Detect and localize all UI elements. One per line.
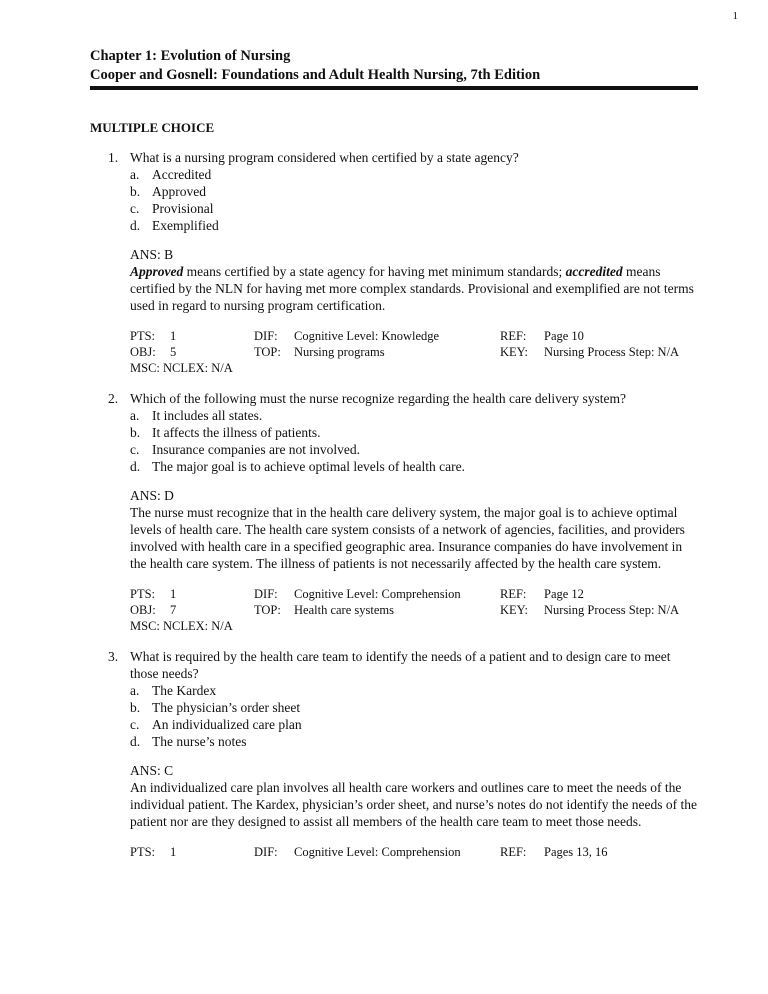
- rationale-emphasis: accredited: [565, 264, 623, 279]
- meta-msc: [130, 360, 254, 376]
- meta-value: Health care systems: [294, 603, 394, 617]
- section-title: MULTIPLE CHOICE: [90, 120, 215, 135]
- question-list: [108, 149, 702, 874]
- option-label: b.: [130, 425, 141, 440]
- rationale: The nurse must recognize that in the health care delivery system, the major goal is to achieve optimal levels of health care. The health care system consists of a network of agencies, facilities, and providers involved with health care in a specified geographic area. Insurance companies do have involvement in the health care system. The illness of patients is not necessarily affected by the health care system.: [130, 505, 685, 571]
- meta-value: 1: [170, 845, 177, 859]
- option-a: [130, 166, 702, 183]
- answer-block: [130, 246, 702, 376]
- option-text: An individualized care plan: [152, 717, 302, 732]
- meta-label: REF:: [500, 845, 527, 859]
- option-text: The physician’s order sheet: [152, 700, 301, 715]
- option-text: The major goal is to achieve optimal levels of health care.: [152, 459, 466, 474]
- question-metadata: [130, 844, 702, 860]
- question-number: 1.: [108, 150, 119, 165]
- question-number: 3.: [108, 649, 119, 664]
- meta-value: MSC: NCLEX: N/A: [130, 361, 233, 375]
- option-b: [130, 183, 702, 200]
- answer-key: ANS: D: [130, 488, 174, 503]
- meta-label: PTS:: [130, 845, 156, 859]
- book-title: Cooper and Gosnell: Foundations and Adult Health Nursing, 7th Edition: [90, 67, 541, 83]
- meta-label: PTS:: [130, 587, 156, 601]
- option-text: Accredited: [152, 167, 212, 182]
- option-text: It affects the illness of patients.: [152, 425, 321, 440]
- option-d: [130, 733, 702, 750]
- option-a: [130, 407, 702, 424]
- document-header: [90, 47, 698, 90]
- header-rule: [90, 86, 698, 90]
- option-label: a.: [130, 167, 140, 182]
- question-2: [108, 390, 702, 634]
- option-c: [130, 441, 702, 458]
- option-text: The nurse’s notes: [152, 734, 247, 749]
- meta-key: [500, 344, 702, 360]
- option-label: b.: [130, 700, 141, 715]
- meta-value: Pages 13, 16: [544, 845, 608, 859]
- meta-top: [254, 602, 500, 618]
- meta-value: Page 12: [544, 587, 584, 601]
- option-label: d.: [130, 218, 141, 233]
- meta-top: [254, 344, 500, 360]
- meta-label: REF:: [500, 587, 527, 601]
- option-b: [130, 424, 702, 441]
- meta-label: OBJ:: [130, 345, 156, 359]
- option-text: Insurance companies are not involved.: [152, 442, 361, 457]
- option-label: a.: [130, 408, 140, 423]
- meta-value: Nursing Process Step: N/A: [544, 603, 680, 617]
- option-text: Provisional: [152, 201, 214, 216]
- question-stem: [108, 648, 702, 682]
- question-number: 2.: [108, 391, 119, 406]
- answer-block: [130, 487, 702, 634]
- answer-options: [130, 166, 702, 234]
- meta-msc: [130, 618, 254, 634]
- option-d: [130, 458, 702, 475]
- answer-options: [130, 682, 702, 750]
- rationale: [130, 263, 702, 314]
- option-b: [130, 699, 702, 716]
- option-label: c.: [130, 442, 140, 457]
- meta-pts: [130, 844, 254, 860]
- meta-dif: [254, 328, 500, 344]
- rationale-text: means certified by a state agency for having met minimum standards;: [183, 264, 566, 279]
- option-label: b.: [130, 184, 141, 199]
- option-label: d.: [130, 734, 141, 749]
- meta-label: DIF:: [254, 845, 278, 859]
- option-text: The Kardex: [152, 683, 217, 698]
- meta-obj: [130, 344, 254, 360]
- page-number: 1: [732, 10, 738, 22]
- meta-ref: [500, 586, 702, 602]
- option-label: c.: [130, 717, 140, 732]
- answer-options: [130, 407, 702, 475]
- meta-value: 7: [170, 603, 177, 617]
- meta-value: Cognitive Level: Comprehension: [294, 587, 461, 601]
- meta-pts: [130, 586, 254, 602]
- option-d: [130, 217, 702, 234]
- meta-value: Page 10: [544, 329, 584, 343]
- answer-key: ANS: C: [130, 763, 174, 778]
- meta-label: TOP:: [254, 603, 281, 617]
- meta-value: Nursing Process Step: N/A: [544, 345, 680, 359]
- meta-value: Cognitive Level: Knowledge: [294, 329, 440, 343]
- question-stem: [108, 390, 702, 407]
- rationale: An individualized care plan involves all health care workers and outlines care to meet the needs of the individual patient. The Kardex, physician’s order sheet, and nurse’s notes do not identify the needs of the patient nor are they designed to assist all members of the health care team to meet those needs.: [130, 780, 697, 829]
- option-a: [130, 682, 702, 699]
- option-text: Approved: [152, 184, 206, 199]
- option-label: d.: [130, 459, 141, 474]
- meta-label: TOP:: [254, 345, 281, 359]
- answer-block: [130, 762, 702, 860]
- chapter-title: Chapter 1: Evolution of Nursing: [90, 48, 291, 64]
- question-text: What is required by the health care team to identify the needs of a patient and to design care to meet those needs?: [130, 649, 671, 681]
- option-text: Exemplified: [152, 218, 219, 233]
- meta-label: KEY:: [500, 345, 529, 359]
- meta-dif: [254, 844, 500, 860]
- meta-key: [500, 602, 702, 618]
- meta-value: 1: [170, 587, 177, 601]
- question-metadata: [130, 328, 702, 376]
- option-c: [130, 716, 702, 733]
- rationale-text: means certified by the NLN for having met more complex standards. Provisional and exemplified are not terms used in regard to nursing program certification.: [130, 264, 694, 313]
- meta-label: KEY:: [500, 603, 529, 617]
- question-1: [108, 149, 702, 376]
- option-label: c.: [130, 201, 140, 216]
- meta-ref: [500, 328, 702, 344]
- question-3: [108, 648, 702, 860]
- question-text: What is a nursing program considered when certified by a state agency?: [130, 150, 519, 165]
- question-stem: [108, 149, 702, 166]
- meta-pts: [130, 328, 254, 344]
- option-c: [130, 200, 702, 217]
- meta-label: PTS:: [130, 329, 156, 343]
- meta-obj: [130, 602, 254, 618]
- question-metadata: [130, 586, 702, 634]
- question-text: Which of the following must the nurse recognize regarding the health care delivery system?: [130, 391, 626, 406]
- meta-dif: [254, 586, 500, 602]
- meta-label: DIF:: [254, 587, 278, 601]
- answer-key: ANS: B: [130, 247, 174, 262]
- meta-value: MSC: NCLEX: N/A: [130, 619, 233, 633]
- rationale-emphasis: Approved: [130, 264, 184, 279]
- meta-value: Cognitive Level: Comprehension: [294, 845, 461, 859]
- meta-label: DIF:: [254, 329, 278, 343]
- meta-ref: [500, 844, 702, 860]
- meta-value: 5: [170, 345, 177, 359]
- option-label: a.: [130, 683, 140, 698]
- meta-value: 1: [170, 329, 177, 343]
- meta-label: OBJ:: [130, 603, 156, 617]
- meta-label: REF:: [500, 329, 527, 343]
- option-text: It includes all states.: [152, 408, 263, 423]
- meta-value: Nursing programs: [294, 345, 385, 359]
